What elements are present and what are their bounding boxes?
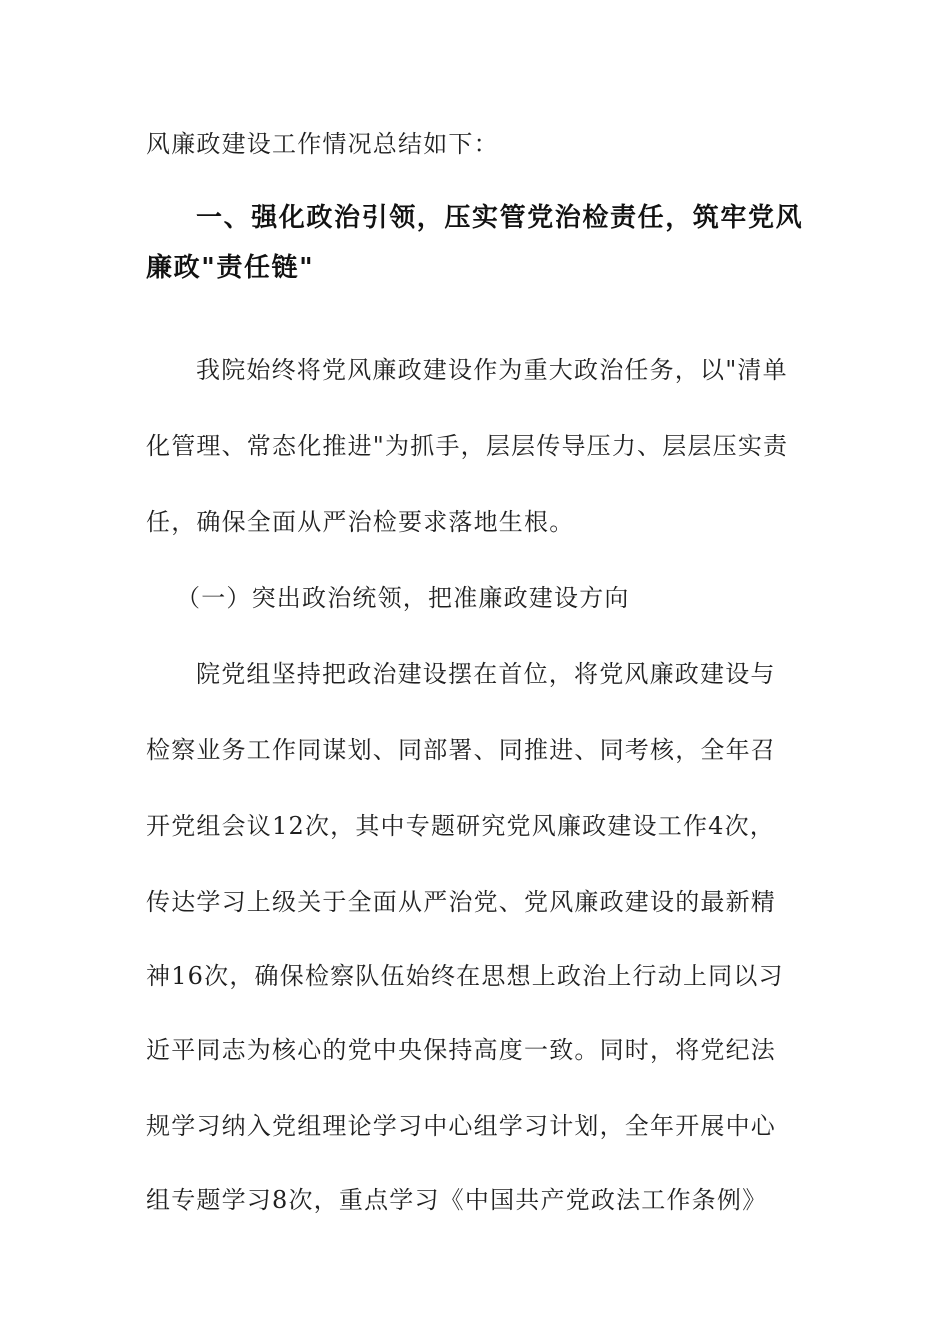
section-heading-line-2: 廉政"责任链" xyxy=(146,253,315,283)
paragraph-2-line-1: 院党组坚持把政治建设摆在首位，将党风廉政建设与 xyxy=(196,660,776,688)
paragraph-2-line-6: 近平同志为核心的党中央保持高度一致。同时，将党纪法 xyxy=(146,1036,776,1064)
paragraph-2-line-5: 神16次，确保检察队伍始终在思想上政治上行动上同以习 xyxy=(146,962,784,990)
paragraph-2-line-4: 传达学习上级关于全面从严治党、党风廉政建设的最新精 xyxy=(146,888,776,916)
subsection-heading: （一）突出政治统领，把准廉政建设方向 xyxy=(176,584,630,612)
paragraph-1-line-2: 化管理、常态化推进"为抓手，层层传导压力、层层压实责 xyxy=(146,432,789,460)
intro-text-line: 风廉政建设工作情况总结如下： xyxy=(146,130,499,158)
paragraph-2-line-7: 规学习纳入党组理论学习中心组学习计划，全年开展中心 xyxy=(146,1112,776,1140)
paragraph-2-line-3: 开党组会议12次，其中专题研究党风廉政建设工作4次， xyxy=(146,812,776,840)
section-heading-line-1: 一、强化政治引领，压实管党治检责任，筑牢党风 xyxy=(196,203,804,233)
paragraph-2-line-8: 组专题学习8次，重点学习《中国共产党政法工作条例》 xyxy=(146,1186,768,1214)
paragraph-2-line-2: 检察业务工作同谋划、同部署、同推进、同考核，全年召 xyxy=(146,736,776,764)
paragraph-1-line-1: 我院始终将党风廉政建设作为重大政治任务，以"清单 xyxy=(196,356,788,384)
paragraph-1-line-3: 任，确保全面从严治检要求落地生根。 xyxy=(146,508,575,536)
